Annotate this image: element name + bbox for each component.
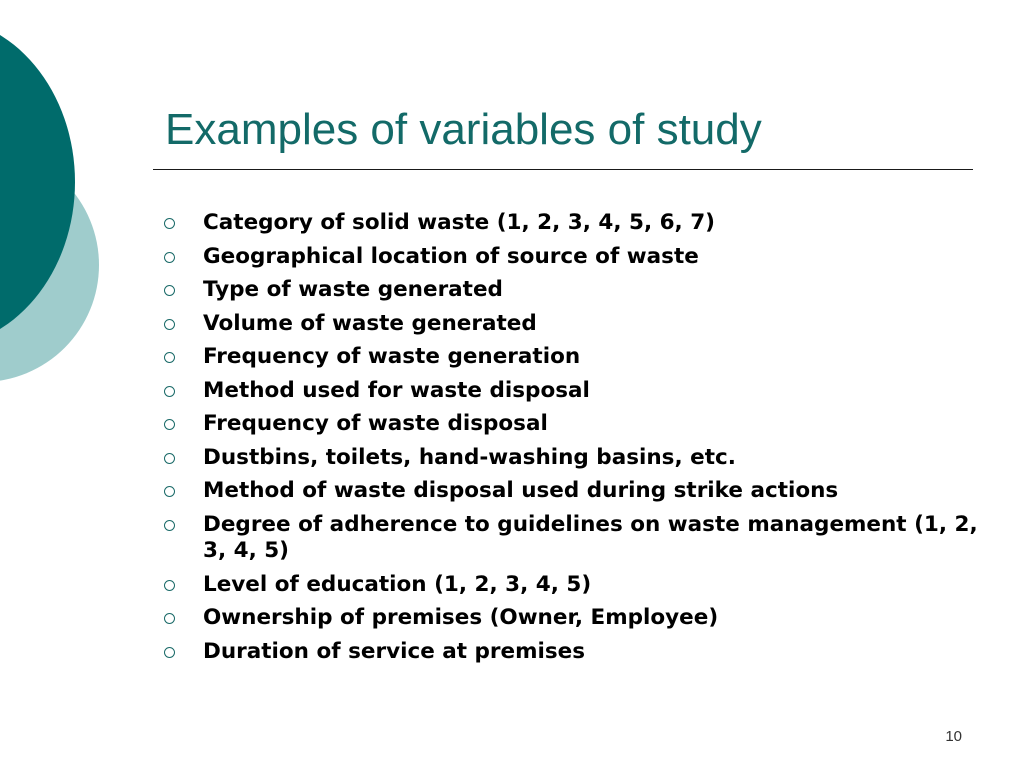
bullet-text: Dustbins, toilets, hand-washing basins, etc. bbox=[203, 444, 736, 470]
hollow-circle-icon bbox=[164, 386, 175, 397]
hollow-circle-icon bbox=[164, 453, 175, 464]
hollow-circle-icon bbox=[164, 647, 175, 658]
bullet-text: Geographical location of source of waste bbox=[203, 243, 699, 269]
hollow-circle-icon bbox=[164, 580, 175, 591]
list-item bbox=[160, 510, 980, 570]
bullet-text: Duration of service at premises bbox=[203, 638, 586, 664]
list-item bbox=[160, 570, 980, 604]
hollow-circle-icon bbox=[164, 218, 175, 229]
hollow-circle-icon bbox=[164, 486, 175, 497]
list-item bbox=[160, 409, 980, 443]
bullet-text: Frequency of waste generation bbox=[203, 344, 581, 369]
bullet-text: Method used for waste disposal bbox=[203, 377, 590, 403]
hollow-circle-icon bbox=[164, 419, 175, 430]
list-item bbox=[160, 603, 980, 637]
list-item bbox=[160, 242, 980, 276]
slide-title: Examples of variables of study bbox=[165, 105, 762, 154]
list-item bbox=[160, 275, 980, 309]
hollow-circle-icon bbox=[164, 520, 175, 531]
hollow-circle-icon bbox=[164, 285, 175, 296]
bullet-text: Level of education (1, 2, 3, 4, 5) bbox=[203, 571, 592, 597]
bullet-text: Method of waste disposal used during strike actions bbox=[203, 478, 839, 503]
bullet-text: Volume of waste generated bbox=[203, 310, 537, 336]
bullet-text: Ownership of premises (Owner, Employee) bbox=[203, 605, 719, 630]
list-item bbox=[160, 443, 980, 477]
list-item bbox=[160, 342, 980, 376]
list-item bbox=[160, 637, 980, 671]
bullet-text: Type of waste generated bbox=[203, 277, 503, 302]
hollow-circle-icon bbox=[164, 352, 175, 363]
list-item bbox=[160, 476, 980, 510]
bullet-text: Frequency of waste disposal bbox=[203, 411, 548, 436]
hollow-circle-icon bbox=[164, 252, 175, 263]
hollow-circle-icon bbox=[164, 319, 175, 330]
title-divider bbox=[153, 169, 973, 170]
list-item bbox=[160, 208, 980, 242]
bullet-text: Category of solid waste (1, 2, 3, 4, 5, 6, 7) bbox=[203, 210, 716, 235]
list-item bbox=[160, 376, 980, 410]
page-number: 10 bbox=[945, 728, 962, 745]
list-item bbox=[160, 309, 980, 343]
hollow-circle-icon bbox=[164, 613, 175, 624]
bullet-text: Degree of adherence to guidelines on waste management (1, 2, 3, 4, 5) bbox=[203, 511, 978, 563]
bullet-list bbox=[160, 208, 980, 670]
